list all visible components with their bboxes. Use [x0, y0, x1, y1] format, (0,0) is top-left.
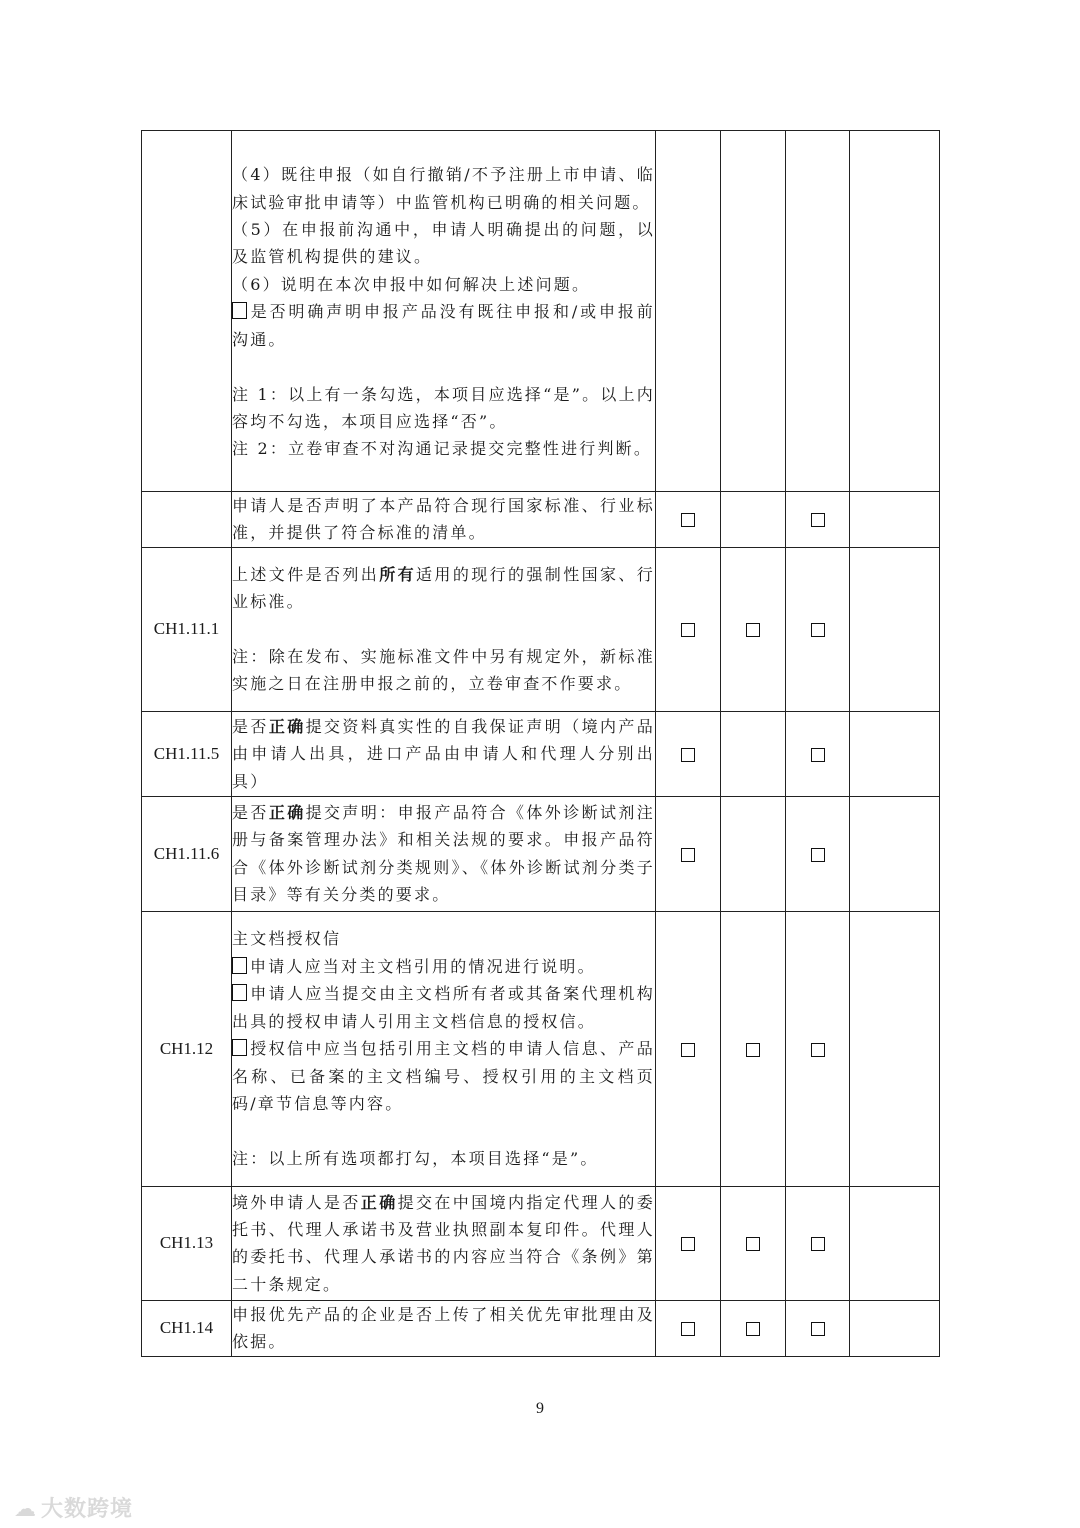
item-content-cell: [232, 547, 656, 711]
content-title: 主文档授权信: [232, 929, 342, 949]
checkbox[interactable]: [681, 513, 695, 527]
checkbox[interactable]: [681, 848, 695, 862]
checkbox[interactable]: [681, 1043, 695, 1057]
no-cell: [721, 911, 786, 1186]
note-line: 注：除在发布、实施标准文件中另有规定外，新标准实施之日在注册申报之前的，立卷审查不作要求。: [232, 647, 655, 694]
remark-cell: [850, 1300, 940, 1356]
item-content-cell: 申请人是否声明了本产品符合现行国家标准、行业标准，并提供了符合标准的清单。: [232, 492, 656, 548]
checkbox-label: 申请人应当提交由主文档所有者或其备案代理机构出具的授权申请人引用主文档信息的授权信。: [232, 984, 655, 1031]
table-row: [142, 711, 940, 796]
note-line: 注 1：以上有一条勾选，本项目应选择“是”。以上内容均不勾选，本项目应选择“否”。: [232, 384, 655, 431]
content-line: 上述文件是否列出所有适用的现行的强制性国家、行业标准。: [232, 564, 656, 612]
checkbox[interactable]: [232, 984, 247, 1001]
na-cell: [786, 1186, 850, 1300]
checkbox[interactable]: [232, 302, 247, 319]
item-content-cell: [232, 131, 656, 492]
yes-cell: [656, 547, 721, 711]
blank-line: [232, 1117, 655, 1144]
content-line: [232, 1035, 655, 1117]
item-content-cell: 申报优先产品的企业是否上传了相关优先审批理由及依据。: [232, 1300, 656, 1356]
item-content-cell: 是否正确提交资料真实性的自我保证声明（境内产品由申请人出具，进口产品由申请人和代理人分别出具）: [232, 711, 656, 796]
checkbox[interactable]: [746, 1322, 760, 1336]
remark-cell: [850, 547, 940, 711]
item-code-cell: CH1.13: [142, 1186, 232, 1300]
na-cell: [786, 547, 850, 711]
checkbox-label: 是否明确声明申报产品没有既往申报和/或申报前沟通。: [232, 302, 655, 349]
table-row: [142, 796, 940, 911]
na-cell: [786, 911, 850, 1186]
checkbox[interactable]: [681, 1237, 695, 1251]
yes-cell: [656, 131, 721, 492]
checkbox[interactable]: [746, 623, 760, 637]
note-line: 注：以上所有选项都打勾，本项目选择“是”。: [232, 1148, 599, 1168]
remark-cell: [850, 796, 940, 911]
checkbox-label: 申请人应当对主文档引用的情况进行说明。: [250, 956, 596, 976]
checkbox[interactable]: [811, 513, 825, 527]
checkbox[interactable]: [681, 623, 695, 637]
table-row: [142, 547, 940, 711]
remark-cell: [850, 1186, 940, 1300]
remark-cell: [850, 911, 940, 1186]
checkbox[interactable]: [811, 848, 825, 862]
content-line: [232, 953, 655, 980]
checkbox[interactable]: [811, 748, 825, 762]
content-line: （6）说明在本次申报中如何解决上述问题。: [232, 274, 591, 294]
remark-cell: [850, 492, 940, 548]
content-line: （4）既往申报（如自行撤销/不予注册上市申请、临床试验审批申请等）中监管机构已明确的相关问题。: [232, 165, 655, 212]
item-code-cell: CH1.11.1: [142, 547, 232, 711]
yes-cell: [656, 911, 721, 1186]
checkbox[interactable]: [746, 1237, 760, 1251]
checkbox[interactable]: [811, 1043, 825, 1057]
remark-cell: [850, 131, 940, 492]
na-cell: [786, 711, 850, 796]
item-code-cell: CH1.14: [142, 1300, 232, 1356]
item-code-cell: CH1.11.6: [142, 796, 232, 911]
remark-cell: [850, 711, 940, 796]
content-line: （5）在申报前沟通中，申请人明确提出的问题，以及监管机构提供的建议。: [232, 220, 655, 267]
checkbox[interactable]: [811, 1237, 825, 1251]
table-row: [142, 1300, 940, 1356]
content-line: [232, 298, 655, 353]
checkbox[interactable]: [746, 1043, 760, 1057]
logo-icon: ☁: [14, 1497, 37, 1522]
checkbox[interactable]: [811, 623, 825, 637]
blank-line: [232, 616, 655, 643]
page-number: 9: [536, 1400, 544, 1417]
na-cell: [786, 131, 850, 492]
item-content-cell: 是否正确提交声明：申报产品符合《体外诊断试剂注册与备案管理办法》和相关法规的要求。申报产品符合《体外诊断试剂分类规则》、《体外诊断试剂分类子目录》等有关分类的要求。: [232, 796, 656, 911]
item-code-cell: CH1.12: [142, 911, 232, 1186]
checkbox[interactable]: [232, 1039, 247, 1056]
item-code-cell: [142, 492, 232, 548]
checkbox-label: 授权信中应当包括引用主文档的申请人信息、产品名称、已备案的主文档编号、授权引用的主文档页码/章节信息等内容。: [232, 1039, 655, 1113]
yes-cell: [656, 492, 721, 548]
checkbox[interactable]: [681, 748, 695, 762]
na-cell: [786, 492, 850, 548]
item-code-cell: CH1.11.5: [142, 711, 232, 796]
no-cell: [721, 711, 786, 796]
no-cell: [721, 1186, 786, 1300]
checklist-table: [141, 130, 940, 1357]
item-content-cell: 境外申请人是否正确提交在中国境内指定代理人的委托书、代理人承诺书及营业执照副本复印件。代理人的委托书、代理人承诺书的内容应当符合《条例》第二十条规定。: [232, 1186, 656, 1300]
no-cell: [721, 1300, 786, 1356]
na-cell: [786, 1300, 850, 1356]
content-line: [232, 980, 655, 1035]
table-row: [142, 492, 940, 548]
table-row: [142, 131, 940, 492]
blank-line: [232, 353, 655, 380]
checkbox[interactable]: [681, 1322, 695, 1336]
watermark: [14, 1492, 133, 1523]
checkbox[interactable]: [811, 1322, 825, 1336]
item-code-cell: [142, 131, 232, 492]
no-cell: [721, 547, 786, 711]
na-cell: [786, 796, 850, 911]
item-content-cell: [232, 911, 656, 1186]
no-cell: [721, 796, 786, 911]
note-line: 注 2：立卷审查不对沟通记录提交完整性进行判断。: [232, 439, 653, 459]
yes-cell: [656, 1186, 721, 1300]
watermark-text: 大数跨境: [41, 1497, 134, 1522]
yes-cell: [656, 796, 721, 911]
no-cell: [721, 131, 786, 492]
checkbox[interactable]: [232, 957, 247, 974]
table-row: [142, 911, 940, 1186]
no-cell: [721, 492, 786, 548]
yes-cell: [656, 711, 721, 796]
yes-cell: [656, 1300, 721, 1356]
table-row: [142, 1186, 940, 1300]
